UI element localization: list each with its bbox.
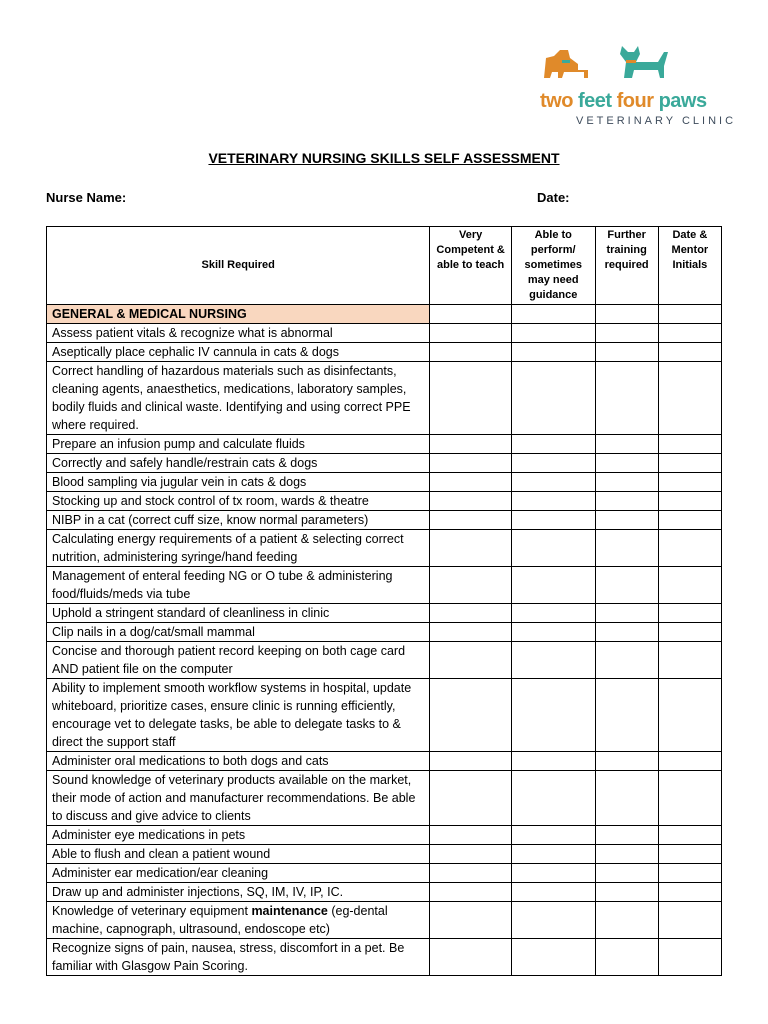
- logo-wordmark: two feet four paws: [540, 90, 707, 112]
- assessment-cell[interactable]: [595, 679, 658, 752]
- skill-cell: Management of enteral feeding NG or O tube & administering food/fluids/meds via tube: [47, 567, 430, 604]
- section-row: [47, 305, 722, 324]
- skill-cell: Calculating energy requirements of a patient & selecting correct nutrition, administering syringe/hand feeding: [47, 530, 430, 567]
- assessment-cell[interactable]: [511, 343, 595, 362]
- cat-and-dog-icon: [534, 44, 722, 92]
- assessment-cell[interactable]: [430, 473, 512, 492]
- assessment-cell[interactable]: [430, 771, 512, 826]
- skill-cell: Concise and thorough patient record keeping on both cage card AND patient file on the computer: [47, 642, 430, 679]
- skill-cell: Uphold a stringent standard of cleanliness in clinic: [47, 604, 430, 623]
- assessment-cell[interactable]: [595, 324, 658, 343]
- skill-cell: Administer ear medication/ear cleaning: [47, 864, 430, 883]
- assessment-cell[interactable]: [595, 864, 658, 883]
- assessment-cell[interactable]: [511, 511, 595, 530]
- assessment-cell[interactable]: [595, 567, 658, 604]
- assessment-cell[interactable]: [595, 530, 658, 567]
- header-able-to-perform: Able to perform/ sometimes may need guidance: [511, 227, 595, 305]
- skill-cell: Blood sampling via jugular vein in cats & dogs: [47, 473, 430, 492]
- skill-cell: Administer eye medications in pets: [47, 826, 430, 845]
- assessment-cell[interactable]: [511, 864, 595, 883]
- assessment-cell[interactable]: [658, 567, 721, 604]
- table-row: [47, 324, 722, 343]
- assessment-cell[interactable]: [430, 864, 512, 883]
- assessment-cell[interactable]: [595, 902, 658, 939]
- table-row: [47, 343, 722, 362]
- assessment-cell[interactable]: [595, 845, 658, 864]
- skill-cell: Assess patient vitals & recognize what is abnormal: [47, 324, 430, 343]
- nurse-name-label: Nurse Name:: [46, 190, 127, 205]
- assessment-cell[interactable]: [430, 454, 512, 473]
- assessment-cell[interactable]: [658, 864, 721, 883]
- assessment-cell[interactable]: [658, 604, 721, 623]
- table-cell[interactable]: [658, 305, 721, 324]
- table-cell[interactable]: [511, 305, 595, 324]
- skill-cell: Recognize signs of pain, nausea, stress, discomfort in a pet. Be familiar with Glasgow Pain Scoring.: [47, 939, 430, 976]
- assessment-cell[interactable]: [430, 604, 512, 623]
- table-row: [47, 435, 722, 454]
- skill-cell: Administer oral medications to both dogs and cats: [47, 752, 430, 771]
- table-row: [47, 623, 722, 642]
- table-row: [47, 473, 722, 492]
- assessment-cell[interactable]: [430, 883, 512, 902]
- section-title: GENERAL & MEDICAL NURSING: [47, 305, 430, 324]
- assessment-cell[interactable]: [430, 939, 512, 976]
- assessment-cell[interactable]: [595, 752, 658, 771]
- header-date-mentor: Date & Mentor Initials: [658, 227, 721, 305]
- assessment-cell[interactable]: [511, 939, 595, 976]
- table-cell[interactable]: [430, 305, 512, 324]
- table-row: [47, 902, 722, 939]
- assessment-cell[interactable]: [511, 902, 595, 939]
- skill-cell: Correctly and safely handle/restrain cats & dogs: [47, 454, 430, 473]
- assessment-cell[interactable]: [658, 771, 721, 826]
- skill-cell: Knowledge of veterinary equipment maintenance (eg-dental machine, capnograph, ultrasound, endoscope etc): [47, 902, 430, 939]
- assessment-cell[interactable]: [430, 845, 512, 864]
- assessment-cell[interactable]: [430, 567, 512, 604]
- assessment-cell[interactable]: [430, 642, 512, 679]
- assessment-cell[interactable]: [658, 623, 721, 642]
- assessment-cell[interactable]: [595, 492, 658, 511]
- assessment-cell[interactable]: [430, 511, 512, 530]
- assessment-cell[interactable]: [430, 752, 512, 771]
- assessment-cell[interactable]: [595, 511, 658, 530]
- assessment-cell[interactable]: [595, 883, 658, 902]
- assessment-cell[interactable]: [595, 604, 658, 623]
- assessment-cell[interactable]: [595, 362, 658, 435]
- assessment-cell[interactable]: [511, 473, 595, 492]
- header-very-competent: Very Competent & able to teach: [430, 227, 512, 305]
- assessment-cell[interactable]: [595, 343, 658, 362]
- assessment-cell[interactable]: [658, 902, 721, 939]
- assessment-cell[interactable]: [595, 642, 658, 679]
- assessment-cell[interactable]: [658, 752, 721, 771]
- page-title: VETERINARY NURSING SKILLS SELF ASSESSMENT: [208, 150, 560, 166]
- skill-cell: Aseptically place cephalic IV cannula in cats & dogs: [47, 343, 430, 362]
- assessment-cell[interactable]: [658, 362, 721, 435]
- assessment-cell[interactable]: [658, 826, 721, 845]
- logo-subtitle: VETERINARY CLINIC: [576, 115, 737, 127]
- assessment-cell[interactable]: [430, 492, 512, 511]
- assessment-cell[interactable]: [430, 826, 512, 845]
- skill-cell: Able to flush and clean a patient wound: [47, 845, 430, 864]
- skill-cell: Prepare an infusion pump and calculate fluids: [47, 435, 430, 454]
- table-row: [47, 864, 722, 883]
- table-row: [47, 511, 722, 530]
- assessment-cell[interactable]: [658, 511, 721, 530]
- table-row: [47, 771, 722, 826]
- assessment-cell[interactable]: [511, 679, 595, 752]
- assessment-cell[interactable]: [595, 826, 658, 845]
- skill-cell: Stocking up and stock control of tx room, wards & theatre: [47, 492, 430, 511]
- assessment-cell[interactable]: [511, 883, 595, 902]
- table-row: [47, 939, 722, 976]
- table-row: [47, 679, 722, 752]
- assessment-cell[interactable]: [511, 826, 595, 845]
- skill-cell: Sound knowledge of veterinary products available on the market, their mode of action and manufacturer recommendations. Be able to discuss and give advice to clients: [47, 771, 430, 826]
- assessment-cell[interactable]: [430, 679, 512, 752]
- assessment-cell[interactable]: [511, 752, 595, 771]
- skill-cell: Draw up and administer injections, SQ, IM, IV, IP, IC.: [47, 883, 430, 902]
- assessment-cell[interactable]: [511, 324, 595, 343]
- assessment-cell[interactable]: [511, 845, 595, 864]
- table-row: [47, 642, 722, 679]
- table-row: [47, 530, 722, 567]
- table-row: [47, 362, 722, 435]
- table-row: [47, 845, 722, 864]
- skill-cell: NIBP in a cat (correct cuff size, know normal parameters): [47, 511, 430, 530]
- table-row: [47, 826, 722, 845]
- skills-table: [46, 226, 722, 976]
- table-row: [47, 492, 722, 511]
- table-header-row: [47, 227, 722, 305]
- assessment-cell[interactable]: [658, 642, 721, 679]
- assessment-cell[interactable]: [595, 473, 658, 492]
- assessment-cell[interactable]: [658, 679, 721, 752]
- table-row: [47, 454, 722, 473]
- assessment-cell[interactable]: [511, 604, 595, 623]
- assessment-cell[interactable]: [430, 343, 512, 362]
- assessment-cell[interactable]: [595, 939, 658, 976]
- assessment-cell[interactable]: [595, 623, 658, 642]
- skill-cell: Ability to implement smooth workflow systems in hospital, update whiteboard, prioritize cases, ensure clinic is running efficiently, encourage vet to delegate tasks, be able to delegate tasks to & direct the support staff: [47, 679, 430, 752]
- assessment-cell[interactable]: [511, 362, 595, 435]
- assessment-cell[interactable]: [658, 530, 721, 567]
- assessment-cell[interactable]: [511, 492, 595, 511]
- assessment-cell[interactable]: [658, 343, 721, 362]
- header-skill-required: Skill Required: [47, 227, 430, 305]
- assessment-cell[interactable]: [511, 530, 595, 567]
- assessment-cell[interactable]: [595, 771, 658, 826]
- assessment-cell[interactable]: [511, 771, 595, 826]
- table-row: [47, 883, 722, 902]
- assessment-cell[interactable]: [430, 902, 512, 939]
- assessment-cell[interactable]: [658, 435, 721, 454]
- assessment-cell[interactable]: [658, 454, 721, 473]
- table-row: [47, 752, 722, 771]
- clinic-logo: [534, 44, 737, 132]
- assessment-cell[interactable]: [658, 883, 721, 902]
- skill-cell: Clip nails in a dog/cat/small mammal: [47, 623, 430, 642]
- assessment-cell[interactable]: [595, 454, 658, 473]
- table-cell[interactable]: [595, 305, 658, 324]
- assessment-cell[interactable]: [658, 324, 721, 343]
- assessment-cell[interactable]: [511, 642, 595, 679]
- assessment-cell[interactable]: [430, 623, 512, 642]
- emphasis-text: maintenance: [251, 904, 328, 918]
- assessment-cell[interactable]: [658, 473, 721, 492]
- assessment-cell[interactable]: [511, 567, 595, 604]
- assessment-cell[interactable]: [430, 530, 512, 567]
- assessment-cell[interactable]: [658, 492, 721, 511]
- assessment-cell[interactable]: [430, 435, 512, 454]
- assessment-cell[interactable]: [658, 939, 721, 976]
- assessment-cell[interactable]: [511, 454, 595, 473]
- assessment-cell[interactable]: [595, 435, 658, 454]
- assessment-cell[interactable]: [430, 324, 512, 343]
- assessment-cell[interactable]: [430, 362, 512, 435]
- table-row: [47, 604, 722, 623]
- date-label: Date:: [537, 190, 570, 205]
- assessment-cell[interactable]: [658, 845, 721, 864]
- skill-cell: Correct handling of hazardous materials such as disinfectants, cleaning agents, anaesthetics, medications, laboratory samples, bodily fluids and clinical waste. Identifying and using correct PPE where required.: [47, 362, 430, 435]
- assessment-cell[interactable]: [511, 435, 595, 454]
- assessment-cell[interactable]: [511, 623, 595, 642]
- header-further-training: Further training required: [595, 227, 658, 305]
- table-row: [47, 567, 722, 604]
